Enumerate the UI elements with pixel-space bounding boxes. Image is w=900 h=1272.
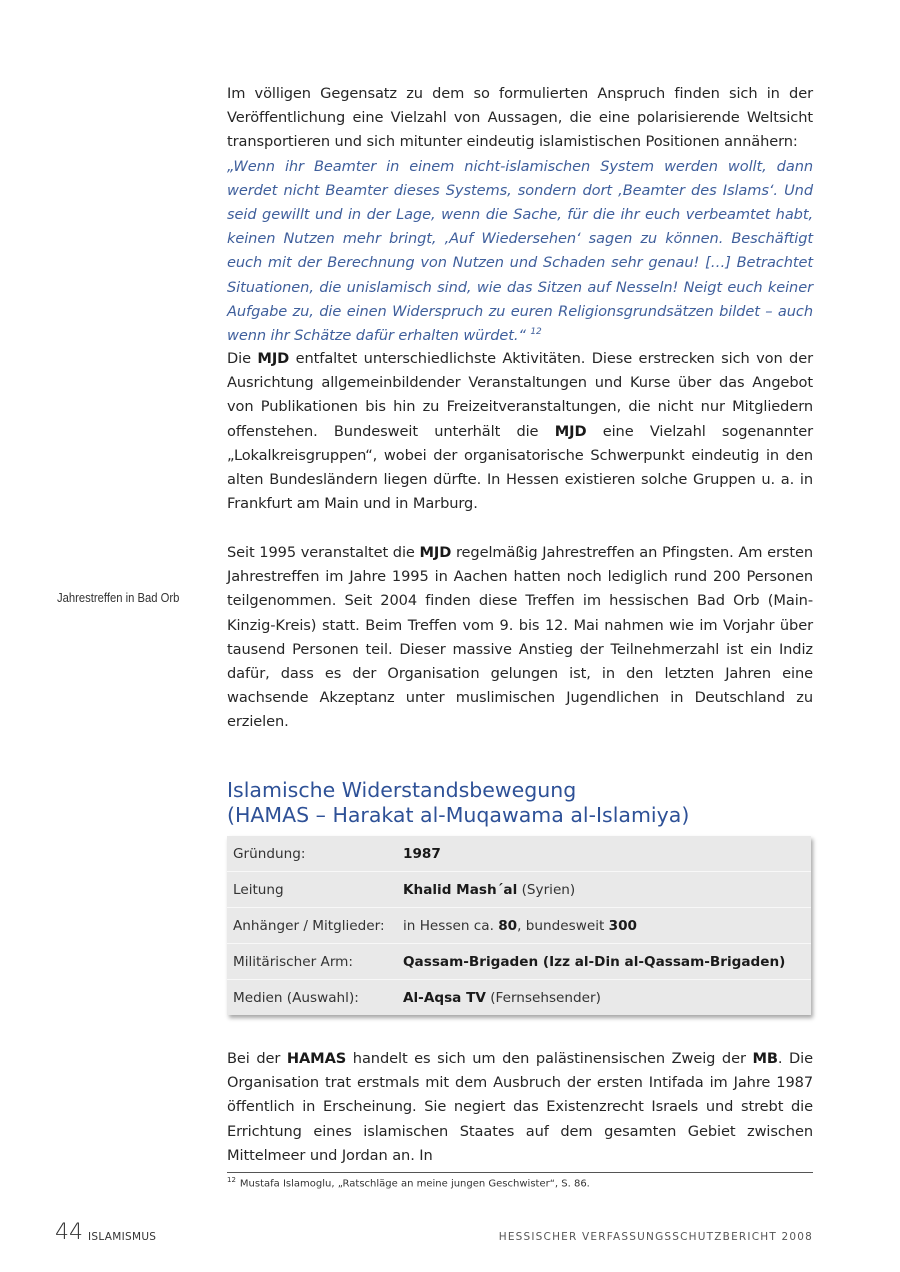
footnote-ref: 12 — [530, 327, 542, 338]
info-row-leadership — [227, 872, 811, 908]
info-value — [403, 954, 811, 970]
info-label: Militärischer Arm: — [233, 953, 354, 970]
mjd-activities-block — [227, 347, 813, 516]
footer-report-title: HESSISCHER VERFASSUNGSSCHUTZBERICHT 2008 — [498, 1231, 813, 1243]
text-run: Die — [227, 350, 258, 367]
bold-run: Qassam-Brigaden (Izz al-Din al-Qassam-Brigaden) — [403, 953, 786, 970]
intro-block — [227, 82, 813, 348]
annual-meeting-block — [227, 541, 813, 735]
footnote — [227, 1176, 813, 1189]
quote-text: „Wenn ihr Beamter in einem nicht-islamischen System werden wollt, dann werdet nicht Beamter dieses Systems, sondern dort ‚Beamter des Islams‘. Und seid gewillt und in der Lage, wenn die Sache, für die ihr euch verbeamtet habt, keinen Nutzen mehr bringt, ‚Auf Wiedersehen‘ sagen zu können. Beschäftigt euch mit der Berechnung von Nutzen und Schaden sehr genau! […] Betrachtet Situationen, die unislamisch sind, wie das Sitzen auf Nesseln! Neigt euch keiner Aufgabe zu, die einen Widerspruch zu euren Religionsgrundsätzen bildet – auch wenn ihr Schätze dafür erhalten würdet.“ — [227, 157, 813, 345]
footer-section-name: ISLAMISMUS — [88, 1231, 157, 1243]
quote-paragraph — [227, 155, 813, 349]
bold-run: MJD — [419, 544, 452, 561]
text-run: . Die Organisation trat erstmals mit dem Ausbruch der ersten Intifada im Jahre 1987 öffentlich in Erscheinung. Sie negiert das Existenzrecht Israels und strebt die Errichtung eines islamischen Staates auf dem gesamten Gebiet zwischen Mittelmeer und Jordan an. In — [227, 1050, 814, 1164]
bold-run: MB — [752, 1050, 778, 1067]
text-run: Bei der — [227, 1050, 287, 1067]
info-label: Gründung: — [233, 845, 306, 862]
hamas-paragraph — [227, 1047, 813, 1168]
text-run: entfaltet unterschiedlichste Aktivitäten. Diese erstrecken sich von der Ausrichtung allgemeinbildender Veranstaltungen und Kurse über das Angebot von Publikationen bis hin zu Freizeitveranstaltungen, die nicht nur Mitgliedern offenstehen. Bundesweit unterhält die — [227, 350, 814, 440]
section-heading — [227, 778, 813, 828]
annual-meeting-paragraph — [227, 541, 813, 735]
intro-paragraph: Im völligen Gegensatz zu dem so formulierten Anspruch finden sich in der Veröffentlichung eine Vielzahl von Aussagen, die eine polarisierende Weltsicht transportieren und sich mitunter eindeutig islamistischen Positionen annähern: — [227, 85, 813, 151]
info-label: Leitung — [233, 881, 284, 898]
bold-run: Khalid Mash´al — [403, 881, 518, 898]
bold-run: MJD — [257, 350, 290, 367]
text-run: handelt es sich um den palästinensischen Zweig der — [346, 1050, 753, 1067]
info-row-founding — [227, 836, 811, 872]
footnote-divider — [227, 1172, 813, 1173]
text-run: eine Vielzahl sogenannter „Lokalkreisgruppen“, wobei der organisatorische Schwerpunkt eindeutig in den alten Bundesländern liegen dürfte. In Hessen existieren solche Gruppen u. a. in Frankfurt am Main und in Marburg. — [227, 422, 813, 513]
text-run: Seit 1995 veranstaltet die — [227, 544, 420, 561]
bold-run: 1987 — [403, 845, 441, 862]
bold-run: 80 — [498, 917, 518, 934]
section-heading-line1: Islamische Widerstandsbewegung — [227, 778, 577, 802]
bold-run: Al-Aqsa TV — [403, 989, 486, 1006]
margin-note: Jahrestreffen in Bad Orb — [57, 591, 180, 605]
text-run: (Syrien) — [517, 881, 576, 898]
info-box — [227, 836, 811, 1015]
hamas-block — [227, 1047, 813, 1168]
text-run: in Hessen ca. — [403, 917, 499, 934]
text-run: regelmäßig Jahrestreffen an Pfingsten. Am ersten Jahrestreffen im Jahre 1995 in Aachen hatten noch lediglich rund 200 Personen teilgenommen. Seit 2004 finden diese Treffen im hessischen Bad Orb (Main-Kinzig-Kreis) statt. Beim Treffen vom 9. bis 12. Mai nahmen wie im Vorjahr über tausend Personen teil. Dieser massive Anstieg der Teilnehmerzahl ist ein Indiz dafür, dass es der Organisation gelungen ist, in den letzten Jahren eine wachsende Akzeptanz unter muslimischen Jugendlichen in Deutschland zu erzielen. — [227, 544, 813, 731]
info-value — [403, 990, 811, 1006]
info-row-media — [227, 980, 811, 1015]
section-heading-line2: (HAMAS – Harakat al-Muqawama al-Islamiya) — [227, 803, 690, 827]
page-number: 44 — [55, 1220, 83, 1245]
bold-run: MJD — [554, 422, 587, 440]
info-label: Medien (Auswahl): — [233, 989, 359, 1006]
info-row-military-arm — [227, 944, 811, 980]
info-value — [403, 918, 811, 934]
info-row-members — [227, 908, 811, 944]
info-label: Anhänger / Mitglieder: — [233, 917, 385, 934]
text-run: , bundesweit — [517, 917, 609, 934]
mjd-activities-paragraph — [227, 347, 813, 516]
bold-run: 300 — [608, 917, 638, 934]
footnote-text: Mustafa Islamoglu, „Ratschläge an meine jungen Geschwister“, S. 86. — [239, 1178, 590, 1190]
info-value — [403, 882, 811, 898]
bold-run: HAMAS — [286, 1050, 347, 1067]
info-value — [403, 846, 811, 862]
footnote-number: 12 — [227, 1176, 236, 1184]
text-run: (Fernsehsender) — [485, 989, 601, 1006]
